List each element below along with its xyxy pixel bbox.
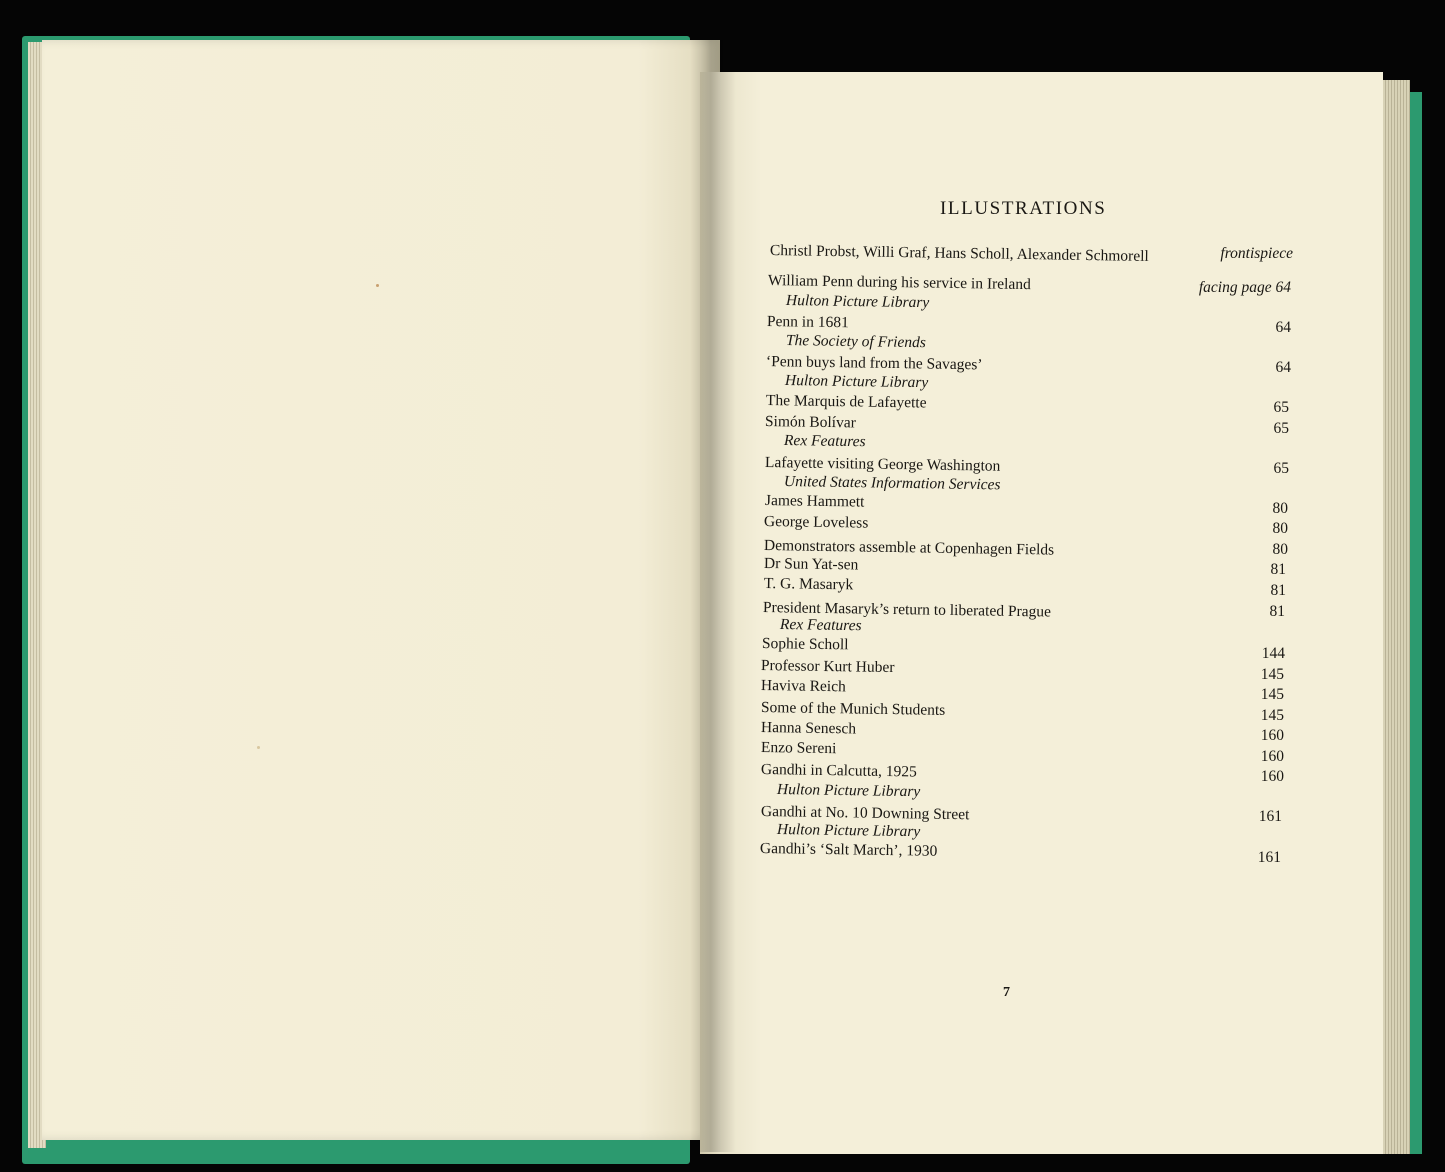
illustration-title: James Hammett [764, 492, 865, 511]
illustration-title: George Loveless [763, 513, 869, 532]
illustration-page: 65 [1273, 399, 1289, 416]
illustration-title: Demonstrators assemble at Copenhagen Fields [763, 537, 1055, 559]
illustration-credit: Rex Features [779, 616, 862, 635]
page-title: ILLUSTRATIONS [940, 198, 1107, 219]
illustration-page: 145 [1260, 686, 1284, 703]
illustration-title: William Penn during his service in Ireland [767, 272, 1031, 294]
illustration-page: 161 [1257, 849, 1281, 866]
illustration-page: 81 [1270, 561, 1286, 578]
illustration-title: Sophie Scholl [761, 635, 849, 654]
illustration-credit: The Society of Friends [785, 332, 927, 352]
page-number: 7 [1003, 985, 1010, 1000]
illustration-page: 144 [1261, 645, 1285, 662]
illustration-credit: Rex Features [783, 432, 866, 451]
illustration-page: 145 [1260, 707, 1284, 724]
illustration-title: The Marquis de Lafayette [765, 392, 927, 412]
illustration-page: 80 [1272, 500, 1288, 517]
illustration-title: Gandhi at No. 10 Downing Street [760, 803, 970, 824]
illustration-credit: Hulton Picture Library [784, 372, 929, 392]
paper-speck [257, 746, 260, 749]
illustration-page: 80 [1272, 520, 1288, 537]
illustration-page: 161 [1258, 808, 1282, 825]
illustration-page: 64 [1275, 319, 1291, 336]
illustration-title: Professor Kurt Huber [760, 657, 895, 677]
illustration-title: Some of the Munich Students [760, 699, 946, 719]
illustration-page: 160 [1260, 768, 1284, 785]
illustration-page: 65 [1273, 420, 1289, 437]
illustration-credit: Hulton Picture Library [776, 821, 921, 841]
illustration-page: 160 [1260, 727, 1284, 744]
illustration-page: 81 [1269, 603, 1285, 620]
illustration-title: T. G. Masaryk [763, 575, 854, 594]
left-page-blank [42, 40, 720, 1140]
illustration-credit: United States Information Services [783, 473, 1001, 494]
illustration-title: Lafayette visiting George Washington [764, 454, 1001, 475]
illustration-title: Penn in 1681 [766, 313, 849, 332]
illustration-credit: Hulton Picture Library [785, 292, 930, 312]
illustration-page: 65 [1273, 460, 1289, 477]
illustration-title: Gandhi in Calcutta, 1925 [760, 761, 917, 781]
illustration-title: ‘Penn buys land from the Savages’ [765, 353, 983, 374]
paper-speck [376, 284, 379, 287]
illustration-credit: Hulton Picture Library [776, 781, 921, 801]
illustration-title: Hanna Senesch [760, 719, 857, 738]
illustration-title: Enzo Sereni [760, 739, 837, 758]
illustration-page: 81 [1270, 582, 1286, 599]
illustration-page: 80 [1272, 541, 1288, 558]
illustration-page: 64 [1275, 359, 1291, 376]
illustration-title: Dr Sun Yat-sen [763, 555, 859, 574]
illustration-title: Haviva Reich [760, 677, 846, 696]
illustration-title: Simón Bolívar [764, 413, 856, 432]
illustration-page: 160 [1260, 748, 1284, 765]
page-edges-right [1380, 80, 1410, 1154]
illustration-page: 145 [1260, 666, 1284, 683]
illustration-page: frontispiece [1220, 245, 1293, 262]
illustration-page: facing page 64 [1198, 279, 1291, 296]
illustration-title: President Masaryk’s return to liberated Prague [762, 599, 1052, 621]
illustration-title: Christl Probst, Willi Graf, Hans Scholl, Alexander Schmorell [769, 242, 1149, 265]
illustration-title: Gandhi’s ‘Salt March’, 1930 [759, 840, 938, 860]
